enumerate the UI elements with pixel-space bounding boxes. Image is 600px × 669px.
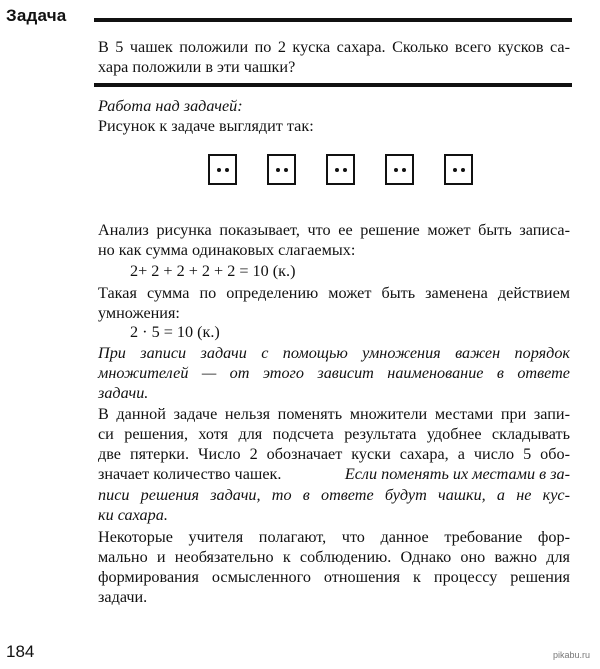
problem-text-line-1: В 5 чашек положили по 2 куска сахара. Сколько всего кусков са- xyxy=(98,38,570,56)
cups-illustration xyxy=(208,154,480,194)
teachers-line-3: формирования осмысленного отношения к процессу решения xyxy=(98,568,570,586)
note-line-2: множителей — от этого зависит наименование в ответе xyxy=(98,364,570,382)
cup-icon xyxy=(444,154,473,185)
analysis-line-3: Такая сумма по определению может быть заменена действием xyxy=(98,284,570,302)
explanation-line-3: две пятерки. Число 2 обозначает куски сахара, а число 5 обо- xyxy=(98,445,570,463)
problem-bottom-rule xyxy=(94,83,572,87)
page-number: 184 xyxy=(6,642,35,661)
analysis-line-2: но как сумма одинаковых слагаемых: xyxy=(98,241,356,259)
problem-text-line-2: хара положили в эти чашки? xyxy=(98,58,296,76)
product-formula: 2 · 5 = 10 (к.) xyxy=(130,323,220,341)
cup-icon xyxy=(385,154,414,185)
explanation-line-5: писи решения задачи, то в ответе будут чашки, а не кус- xyxy=(98,486,570,504)
picture-intro: Рисунок к задаче выглядит так: xyxy=(98,117,314,135)
cup-icon xyxy=(208,154,237,185)
sum-formula: 2+ 2 + 2 + 2 + 2 = 10 (к.) xyxy=(130,262,296,280)
analysis-line-4: умножения: xyxy=(98,304,180,322)
section-heading: Задача xyxy=(6,6,67,25)
explanation-line-6: ки сахара. xyxy=(98,506,168,524)
watermark: pikabu.ru xyxy=(552,650,590,660)
cup-icon xyxy=(267,154,296,185)
explanation-line-4-regular: значает количество чашек. xyxy=(98,465,282,483)
heading-rule xyxy=(94,18,572,22)
cup-icon xyxy=(326,154,355,185)
explanation-line-4 xyxy=(98,464,570,484)
analysis-line-1: Анализ рисунка показывает, что ее решение может быть записа- xyxy=(98,221,570,239)
note-line-3: задачи. xyxy=(98,384,149,402)
teachers-line-4: задачи. xyxy=(98,588,148,606)
note-line-1: При записи задачи с помощью умножения важен порядок xyxy=(98,344,570,362)
explanation-line-4-italic: Если поменять их местами в за- xyxy=(344,465,570,483)
teachers-line-1: Некоторые учителя полагают, что данное требование фор- xyxy=(98,528,570,546)
explanation-line-2: си решения, хотя для подсчета результата удобнее складывать xyxy=(98,425,570,443)
explanation-line-1: В данной задаче нельзя поменять множители местами при запи- xyxy=(98,405,570,423)
work-title: Работа над задачей: xyxy=(98,97,243,115)
teachers-line-2: мально и необязательно к соблюдению. Однако оно важно для xyxy=(98,548,570,566)
